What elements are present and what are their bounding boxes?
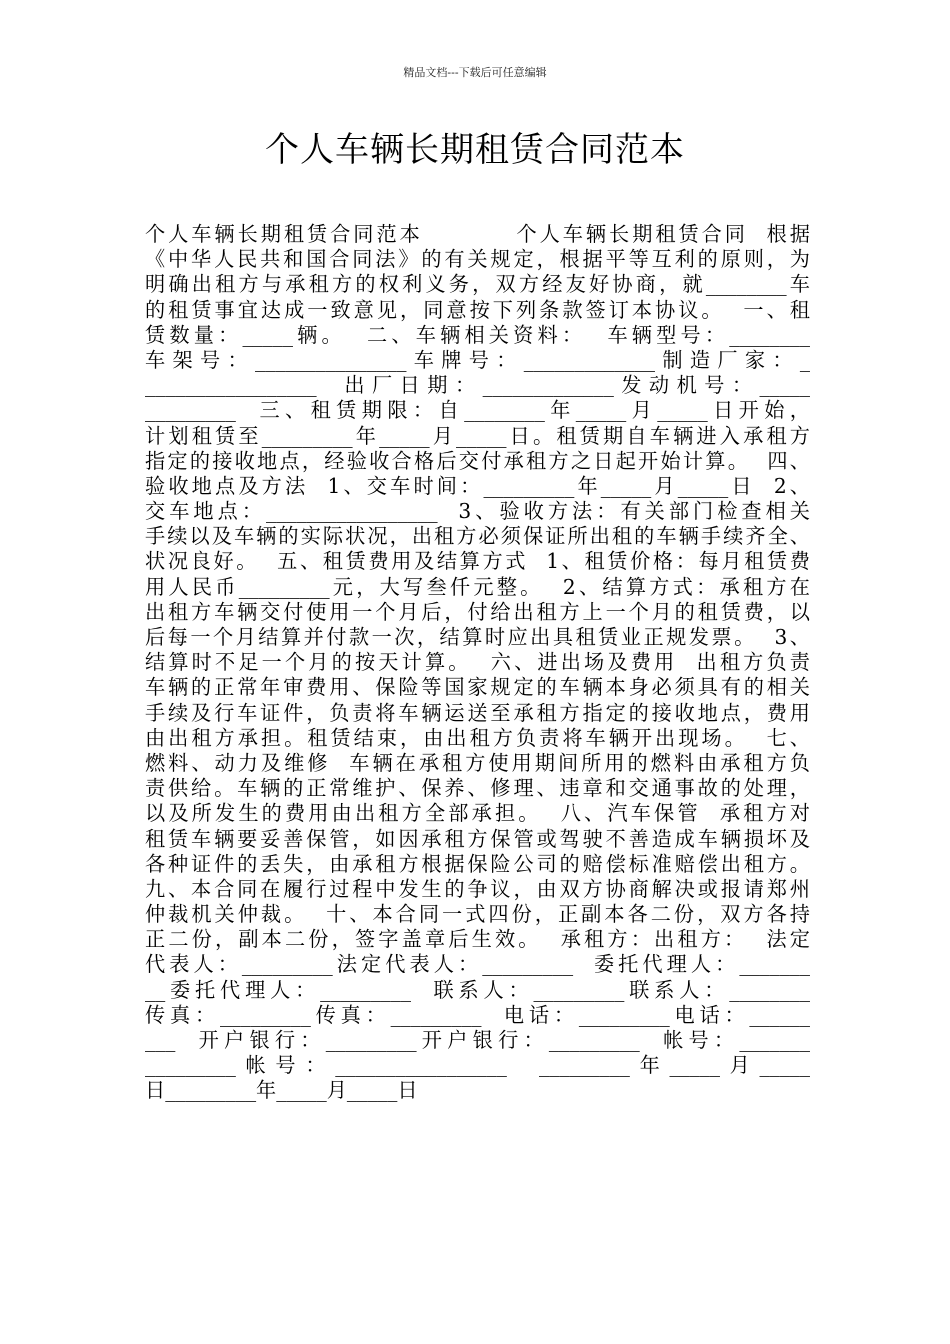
body-line: 责供给。车辆的正常维护、保养、修理、违章和交通事故的处理， <box>145 776 810 801</box>
body-line: __委托代理人：_________ 联系人：_________联系人：________ <box>145 977 810 1002</box>
body-line: 出租方车辆交付使用一个月后，付给出租方上一个月的租赁费，以 <box>145 599 810 624</box>
body-line: 后每一个月结算并付款一次，结算时应出具租赁业正规发票。 3、 <box>145 625 810 649</box>
document-body <box>145 222 810 1104</box>
body-line: 租赁车辆要妥善保管，如因承租方保管或驾驶不善造成车辆损坏及 <box>145 826 810 851</box>
body-line: 赁数量：_____辆。 二、车辆相关资料： 车辆型号：________ <box>145 322 810 347</box>
body-line: 指定的接收地点，经验收合格后交付承租方之日起开始计算。 四、 <box>145 448 810 473</box>
body-line: 《中华人民共和国合同法》的有关规定，根据平等互利的原则，为 <box>145 247 810 272</box>
body-line: 交车地点：_________________ 3、验收方法：有关部门检查相关 <box>145 499 810 524</box>
body-line: 手续及行车证件，负责将车辆运送至承租方指定的接收地点，费用 <box>145 700 810 725</box>
body-line: 代表人：_________法定代表人：_________ 委托代理人：_______ <box>145 952 810 977</box>
body-line: _________帐号：_________________ _________年_____月_____ <box>145 1053 810 1078</box>
body-line: 车架号：_______________车牌号：_____________制造厂家：_ <box>145 347 810 372</box>
body-line: 正二份，副本二份，签字盖章后生效。 承租方：出租方： 法定 <box>145 927 810 952</box>
document-title: 个人车辆长期租赁合同范本 <box>265 130 685 170</box>
body-line: 结算时不足一个月的按天计算。 六、进出场及费用 出租方负责 <box>145 650 810 675</box>
body-line: 传真：_________传真：_________ 电话：_________电话：______ <box>145 1002 810 1027</box>
body-line: 的租赁事宜达成一致意见，同意按下列条款签订本协议。 一、租 <box>145 297 810 322</box>
body-line: 日_________年_____月_____日 <box>145 1078 418 1103</box>
body-line: 各种证件的丢失，由承租方根据保险公司的赔偿标准赔偿出租方。 <box>145 851 810 876</box>
body-line: 以及所发生的费用由出租方全部承担。 八、汽车保管 承租方对 <box>145 801 810 826</box>
body-line: 由出租方承担。租赁结束，由出租方负责将车辆开出现场。 七、 <box>145 725 810 750</box>
body-line: 计划租赁至_________年_____月_____日。租赁期自车辆进入承租方 <box>145 423 810 448</box>
body-line: 状况良好。 五、租赁费用及结算方式 1、租赁价格：每月租赁费 <box>145 549 810 574</box>
body-line: 个人车辆长期租赁合同范本 个人车辆长期租赁合同 根据 <box>145 222 810 246</box>
body-line: 车辆的正常年审费用、保险等国家规定的车辆本身必须具有的相关 <box>145 675 810 700</box>
body-line: ___ 开户银行：_________开户银行：_________ 帐号：_______ <box>145 1028 810 1052</box>
page-header-note: 精品文档---下载后可任意编辑 <box>403 66 547 79</box>
body-line: 验收地点及方法 1、交车时间：_________年_____月_____日 2、 <box>145 473 810 498</box>
body-line: 仲裁机关仲裁。 十、本合同一式四份，正副本各二份，双方各持 <box>145 902 810 927</box>
body-line: _________________ 出厂日期：_____________发动机号：_____ <box>145 373 810 398</box>
body-line: 手续以及车辆的实际状况，出租方必须保证所出租的车辆手续齐全、 <box>145 524 810 549</box>
body-line: 用人民币_________元，大写叁仟元整。 2、结算方式：承租方在 <box>145 574 810 599</box>
body-line: _________ 三、租赁期限：自________年_____月_____日开始， <box>145 398 810 423</box>
body-line: 燃料、动力及维修 车辆在承租方使用期间所用的燃料由承租方负 <box>145 750 810 775</box>
body-line: 九、本合同在履行过程中发生的争议，由双方协商解决或报请郑州 <box>145 876 810 901</box>
body-line: 明确出租方与承租方的权利义务，双方经友好协商，就________车 <box>145 272 810 297</box>
